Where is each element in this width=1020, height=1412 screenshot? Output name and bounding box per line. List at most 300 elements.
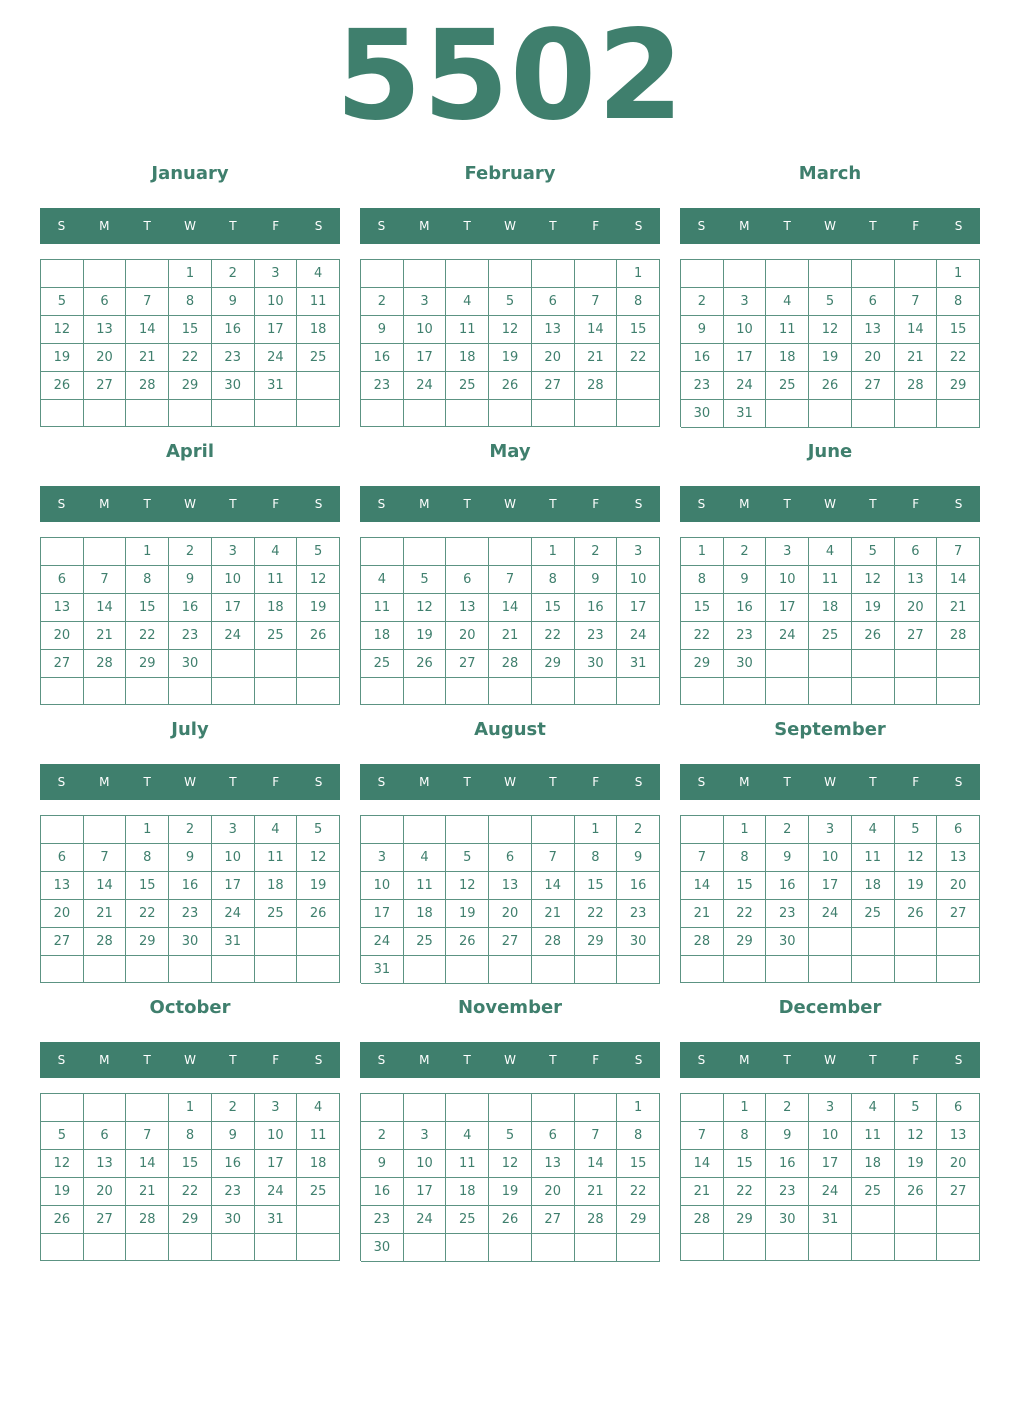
day-cell: [937, 678, 980, 705]
day-cell: 14: [575, 1150, 618, 1178]
day-cell: 22: [681, 622, 724, 650]
day-cell: 23: [169, 900, 212, 928]
day-cell: 29: [169, 1206, 212, 1234]
day-cell: 25: [404, 928, 447, 956]
weekday-label: S: [57, 775, 66, 789]
day-cell: [446, 1094, 489, 1122]
day-cell: [681, 956, 724, 983]
day-cell: 11: [852, 844, 895, 872]
weekday-label: T: [869, 775, 877, 789]
day-cell: 27: [937, 1178, 980, 1206]
day-cell: [255, 678, 298, 705]
day-cell: 30: [681, 400, 724, 428]
day-cell: 27: [937, 900, 980, 928]
day-cell: 18: [446, 1178, 489, 1206]
day-cell: 30: [212, 372, 255, 400]
day-cell: 9: [681, 316, 724, 344]
day-cell: 25: [446, 1206, 489, 1234]
day-cell: 16: [169, 872, 212, 900]
day-cell: 23: [361, 372, 404, 400]
day-cell: [169, 400, 212, 427]
weekday-label: T: [143, 1053, 151, 1067]
day-cell: 14: [489, 594, 532, 622]
day-cell: 9: [766, 844, 809, 872]
day-cell: 19: [489, 1178, 532, 1206]
day-cell: 5: [446, 844, 489, 872]
day-cell: [895, 678, 938, 705]
day-cell: [297, 400, 340, 427]
weekday-label: S: [377, 775, 386, 789]
day-cell: 4: [255, 538, 298, 566]
day-cell: [84, 956, 127, 983]
day-cell: [617, 400, 660, 427]
weekday-label: W: [824, 497, 836, 511]
weekday-header: [680, 1042, 980, 1078]
weekday-header: [40, 764, 340, 800]
day-cell: 18: [809, 594, 852, 622]
day-cell: 31: [255, 372, 298, 400]
day-cell: 17: [766, 594, 809, 622]
day-cell: 21: [489, 622, 532, 650]
day-cell: 24: [724, 372, 767, 400]
day-cell: 12: [41, 1150, 84, 1178]
day-cell: 3: [766, 538, 809, 566]
month-name: December: [778, 997, 882, 1018]
day-cell: [404, 400, 447, 427]
month-name: August: [474, 719, 546, 740]
day-cell: 28: [126, 372, 169, 400]
day-cell: 18: [766, 344, 809, 372]
day-cell: 17: [255, 316, 298, 344]
day-grid: [360, 537, 660, 705]
day-cell: 18: [852, 1150, 895, 1178]
month-name: March: [798, 163, 862, 184]
month-name: June: [807, 441, 853, 462]
day-cell: 2: [212, 260, 255, 288]
day-cell: 16: [681, 344, 724, 372]
day-cell: 23: [575, 622, 618, 650]
day-cell: 17: [617, 594, 660, 622]
day-cell: [84, 260, 127, 288]
day-cell: 27: [84, 1206, 127, 1234]
day-cell: 29: [532, 650, 575, 678]
day-cell: 8: [724, 1122, 767, 1150]
weekday-label: W: [824, 1053, 836, 1067]
day-cell: 26: [297, 900, 340, 928]
month-name: November: [457, 997, 563, 1018]
weekday-label: F: [272, 775, 280, 789]
day-cell: 7: [126, 1122, 169, 1150]
day-cell: 6: [41, 844, 84, 872]
day-cell: 28: [681, 1206, 724, 1234]
day-cell: 26: [446, 928, 489, 956]
month-name: September: [774, 719, 886, 740]
weekday-label: S: [634, 219, 643, 233]
day-cell: 14: [84, 872, 127, 900]
day-cell: [575, 400, 618, 427]
day-cell: 19: [41, 344, 84, 372]
day-cell: 29: [617, 1206, 660, 1234]
day-cell: 19: [895, 872, 938, 900]
day-cell: 2: [212, 1094, 255, 1122]
month-name: April: [165, 441, 215, 462]
day-cell: 4: [766, 288, 809, 316]
weekday-label: W: [184, 497, 196, 511]
day-cell: 14: [532, 872, 575, 900]
day-cell: [766, 260, 809, 288]
day-cell: 16: [617, 872, 660, 900]
day-cell: 9: [361, 316, 404, 344]
day-cell: 9: [169, 844, 212, 872]
weekday-label: S: [634, 775, 643, 789]
day-cell: 28: [489, 650, 532, 678]
weekday-label: W: [504, 219, 516, 233]
weekday-label: S: [57, 1053, 66, 1067]
day-cell: [41, 260, 84, 288]
day-cell: 25: [809, 622, 852, 650]
day-cell: 12: [895, 844, 938, 872]
day-cell: 29: [169, 372, 212, 400]
weekday-label: W: [504, 775, 516, 789]
weekday-label: S: [697, 219, 706, 233]
day-cell: [617, 678, 660, 705]
day-cell: 25: [766, 372, 809, 400]
day-cell: 11: [446, 316, 489, 344]
day-cell: 13: [532, 1150, 575, 1178]
day-cell: [41, 538, 84, 566]
day-cell: 20: [937, 1150, 980, 1178]
day-cell: [84, 678, 127, 705]
day-cell: 18: [404, 900, 447, 928]
day-cell: 20: [41, 900, 84, 928]
day-cell: 14: [937, 566, 980, 594]
day-cell: 29: [724, 928, 767, 956]
day-cell: 12: [489, 1150, 532, 1178]
day-cell: 5: [852, 538, 895, 566]
day-cell: [212, 400, 255, 427]
day-cell: 1: [617, 260, 660, 288]
day-cell: 11: [852, 1122, 895, 1150]
day-cell: [446, 260, 489, 288]
day-cell: 1: [617, 1094, 660, 1122]
day-cell: 16: [724, 594, 767, 622]
weekday-label: T: [143, 775, 151, 789]
day-cell: 31: [617, 650, 660, 678]
day-cell: 8: [617, 288, 660, 316]
day-grid: [40, 259, 340, 427]
weekday-label: F: [272, 497, 280, 511]
day-cell: 4: [852, 816, 895, 844]
day-cell: [852, 1234, 895, 1261]
day-cell: 14: [681, 1150, 724, 1178]
day-cell: 24: [404, 372, 447, 400]
day-cell: [361, 538, 404, 566]
day-cell: [489, 678, 532, 705]
day-cell: [84, 400, 127, 427]
day-cell: [41, 1234, 84, 1261]
day-cell: [446, 400, 489, 427]
day-cell: [895, 260, 938, 288]
weekday-label: S: [314, 1053, 323, 1067]
day-cell: 7: [937, 538, 980, 566]
day-cell: [766, 678, 809, 705]
day-grid: [680, 1093, 980, 1261]
day-cell: 18: [255, 594, 298, 622]
day-cell: 11: [297, 288, 340, 316]
day-cell: 8: [169, 288, 212, 316]
day-cell: [852, 650, 895, 678]
day-cell: [895, 1234, 938, 1261]
weekday-label: T: [869, 219, 877, 233]
day-cell: 23: [212, 344, 255, 372]
weekday-header: [680, 486, 980, 522]
day-cell: 21: [681, 1178, 724, 1206]
day-cell: 6: [446, 566, 489, 594]
day-cell: 25: [852, 1178, 895, 1206]
weekday-label: F: [592, 775, 600, 789]
day-cell: [809, 1234, 852, 1261]
day-cell: 8: [532, 566, 575, 594]
day-cell: [852, 1206, 895, 1234]
day-cell: 10: [404, 1150, 447, 1178]
day-cell: 20: [895, 594, 938, 622]
weekday-label: W: [184, 219, 196, 233]
day-cell: 6: [84, 288, 127, 316]
day-cell: 9: [617, 844, 660, 872]
day-cell: [41, 956, 84, 983]
day-cell: [446, 956, 489, 984]
day-cell: [84, 538, 127, 566]
day-cell: [852, 678, 895, 705]
day-cell: 12: [297, 844, 340, 872]
day-cell: 25: [255, 622, 298, 650]
month-name: October: [149, 997, 231, 1018]
day-cell: [681, 678, 724, 705]
weekday-header: [680, 764, 980, 800]
day-cell: 19: [297, 872, 340, 900]
day-cell: 28: [681, 928, 724, 956]
weekday-label: W: [824, 775, 836, 789]
day-cell: [41, 678, 84, 705]
day-cell: 16: [766, 872, 809, 900]
weekday-label: F: [592, 497, 600, 511]
day-cell: [895, 650, 938, 678]
day-cell: [489, 400, 532, 427]
weekday-label: T: [229, 1053, 237, 1067]
weekday-label: S: [377, 219, 386, 233]
day-cell: 13: [84, 316, 127, 344]
day-cell: 28: [575, 1206, 618, 1234]
day-cell: 5: [489, 1122, 532, 1150]
day-cell: 26: [809, 372, 852, 400]
weekday-label: T: [549, 219, 557, 233]
day-cell: 2: [361, 288, 404, 316]
day-cell: 8: [724, 844, 767, 872]
day-cell: 1: [724, 816, 767, 844]
day-cell: 4: [809, 538, 852, 566]
day-cell: 29: [575, 928, 618, 956]
day-cell: 8: [681, 566, 724, 594]
weekday-label: T: [229, 775, 237, 789]
day-cell: 20: [41, 622, 84, 650]
weekday-label: S: [314, 497, 323, 511]
day-cell: 29: [724, 1206, 767, 1234]
day-cell: 22: [532, 622, 575, 650]
day-cell: [937, 650, 980, 678]
weekday-label: S: [954, 775, 963, 789]
day-cell: 8: [617, 1122, 660, 1150]
day-cell: 4: [297, 260, 340, 288]
day-cell: 16: [361, 1178, 404, 1206]
day-cell: 22: [617, 1178, 660, 1206]
day-cell: 1: [126, 816, 169, 844]
day-cell: 26: [297, 622, 340, 650]
day-cell: 19: [446, 900, 489, 928]
day-cell: 28: [126, 1206, 169, 1234]
weekday-label: M: [99, 775, 110, 789]
weekday-header: [680, 208, 980, 244]
day-cell: 2: [617, 816, 660, 844]
day-cell: 27: [532, 372, 575, 400]
day-cell: 17: [724, 344, 767, 372]
weekday-label: W: [184, 1053, 196, 1067]
day-cell: 3: [809, 1094, 852, 1122]
day-cell: 13: [937, 844, 980, 872]
day-cell: 23: [212, 1178, 255, 1206]
day-cell: 7: [532, 844, 575, 872]
day-cell: 30: [212, 1206, 255, 1234]
day-cell: 21: [575, 1178, 618, 1206]
day-cell: 26: [895, 1178, 938, 1206]
day-cell: 15: [724, 872, 767, 900]
day-cell: [809, 928, 852, 956]
day-cell: 23: [766, 900, 809, 928]
day-cell: [937, 1234, 980, 1261]
day-grid: [680, 537, 980, 705]
weekday-label: S: [57, 219, 66, 233]
day-cell: [766, 400, 809, 428]
day-cell: 18: [852, 872, 895, 900]
weekday-label: S: [954, 497, 963, 511]
day-cell: 20: [852, 344, 895, 372]
day-cell: 20: [84, 344, 127, 372]
weekday-header: [360, 1042, 660, 1078]
day-cell: 4: [404, 844, 447, 872]
day-grid: [40, 815, 340, 983]
day-cell: [937, 1206, 980, 1234]
day-cell: [297, 650, 340, 678]
day-cell: 1: [126, 538, 169, 566]
weekday-label: M: [419, 219, 430, 233]
weekday-label: F: [912, 497, 920, 511]
weekday-label: T: [229, 219, 237, 233]
day-cell: 5: [895, 816, 938, 844]
day-cell: 23: [724, 622, 767, 650]
weekday-label: T: [463, 1053, 471, 1067]
day-cell: 28: [575, 372, 618, 400]
weekday-label: F: [592, 219, 600, 233]
day-cell: [255, 400, 298, 427]
day-cell: 19: [809, 344, 852, 372]
day-cell: 28: [937, 622, 980, 650]
day-cell: 20: [937, 872, 980, 900]
weekday-label: F: [912, 219, 920, 233]
day-cell: 5: [41, 288, 84, 316]
day-cell: [404, 678, 447, 705]
day-cell: 9: [212, 288, 255, 316]
day-cell: [446, 538, 489, 566]
day-cell: 24: [766, 622, 809, 650]
day-cell: 19: [297, 594, 340, 622]
day-cell: 2: [681, 288, 724, 316]
weekday-label: T: [549, 497, 557, 511]
day-cell: 23: [766, 1178, 809, 1206]
day-cell: 8: [937, 288, 980, 316]
day-cell: 30: [361, 1234, 404, 1262]
day-cell: 21: [84, 622, 127, 650]
day-cell: 24: [809, 900, 852, 928]
day-cell: 13: [489, 872, 532, 900]
day-cell: 24: [404, 1206, 447, 1234]
day-cell: [255, 956, 298, 983]
day-cell: 22: [724, 900, 767, 928]
day-cell: [681, 1234, 724, 1261]
day-cell: 3: [255, 260, 298, 288]
day-grid: [360, 815, 660, 983]
weekday-label: T: [143, 497, 151, 511]
weekday-label: M: [419, 1053, 430, 1067]
weekday-label: M: [739, 775, 750, 789]
day-cell: 12: [297, 566, 340, 594]
day-cell: 31: [724, 400, 767, 428]
month-name: May: [489, 441, 531, 462]
day-cell: [852, 400, 895, 428]
weekday-label: W: [504, 497, 516, 511]
day-cell: 31: [255, 1206, 298, 1234]
day-cell: 27: [489, 928, 532, 956]
weekday-label: F: [272, 1053, 280, 1067]
day-cell: 15: [724, 1150, 767, 1178]
day-cell: 3: [617, 538, 660, 566]
weekday-label: M: [419, 775, 430, 789]
day-cell: 26: [41, 1206, 84, 1234]
day-cell: 3: [404, 1122, 447, 1150]
day-cell: [575, 260, 618, 288]
day-cell: 22: [126, 900, 169, 928]
day-cell: 31: [212, 928, 255, 956]
day-cell: 5: [895, 1094, 938, 1122]
day-cell: 10: [212, 844, 255, 872]
day-cell: 31: [809, 1206, 852, 1234]
day-cell: 24: [255, 1178, 298, 1206]
day-cell: 7: [84, 566, 127, 594]
day-cell: 1: [169, 260, 212, 288]
day-cell: 4: [446, 288, 489, 316]
weekday-label: F: [592, 1053, 600, 1067]
day-cell: 11: [255, 566, 298, 594]
day-cell: [489, 956, 532, 984]
day-cell: [212, 1234, 255, 1261]
weekday-label: T: [783, 497, 791, 511]
weekday-label: S: [634, 497, 643, 511]
day-cell: [809, 400, 852, 428]
day-cell: [84, 816, 127, 844]
day-cell: [575, 956, 618, 984]
day-cell: 7: [575, 1122, 618, 1150]
day-cell: [895, 400, 938, 428]
day-cell: 15: [169, 1150, 212, 1178]
day-cell: 10: [766, 566, 809, 594]
